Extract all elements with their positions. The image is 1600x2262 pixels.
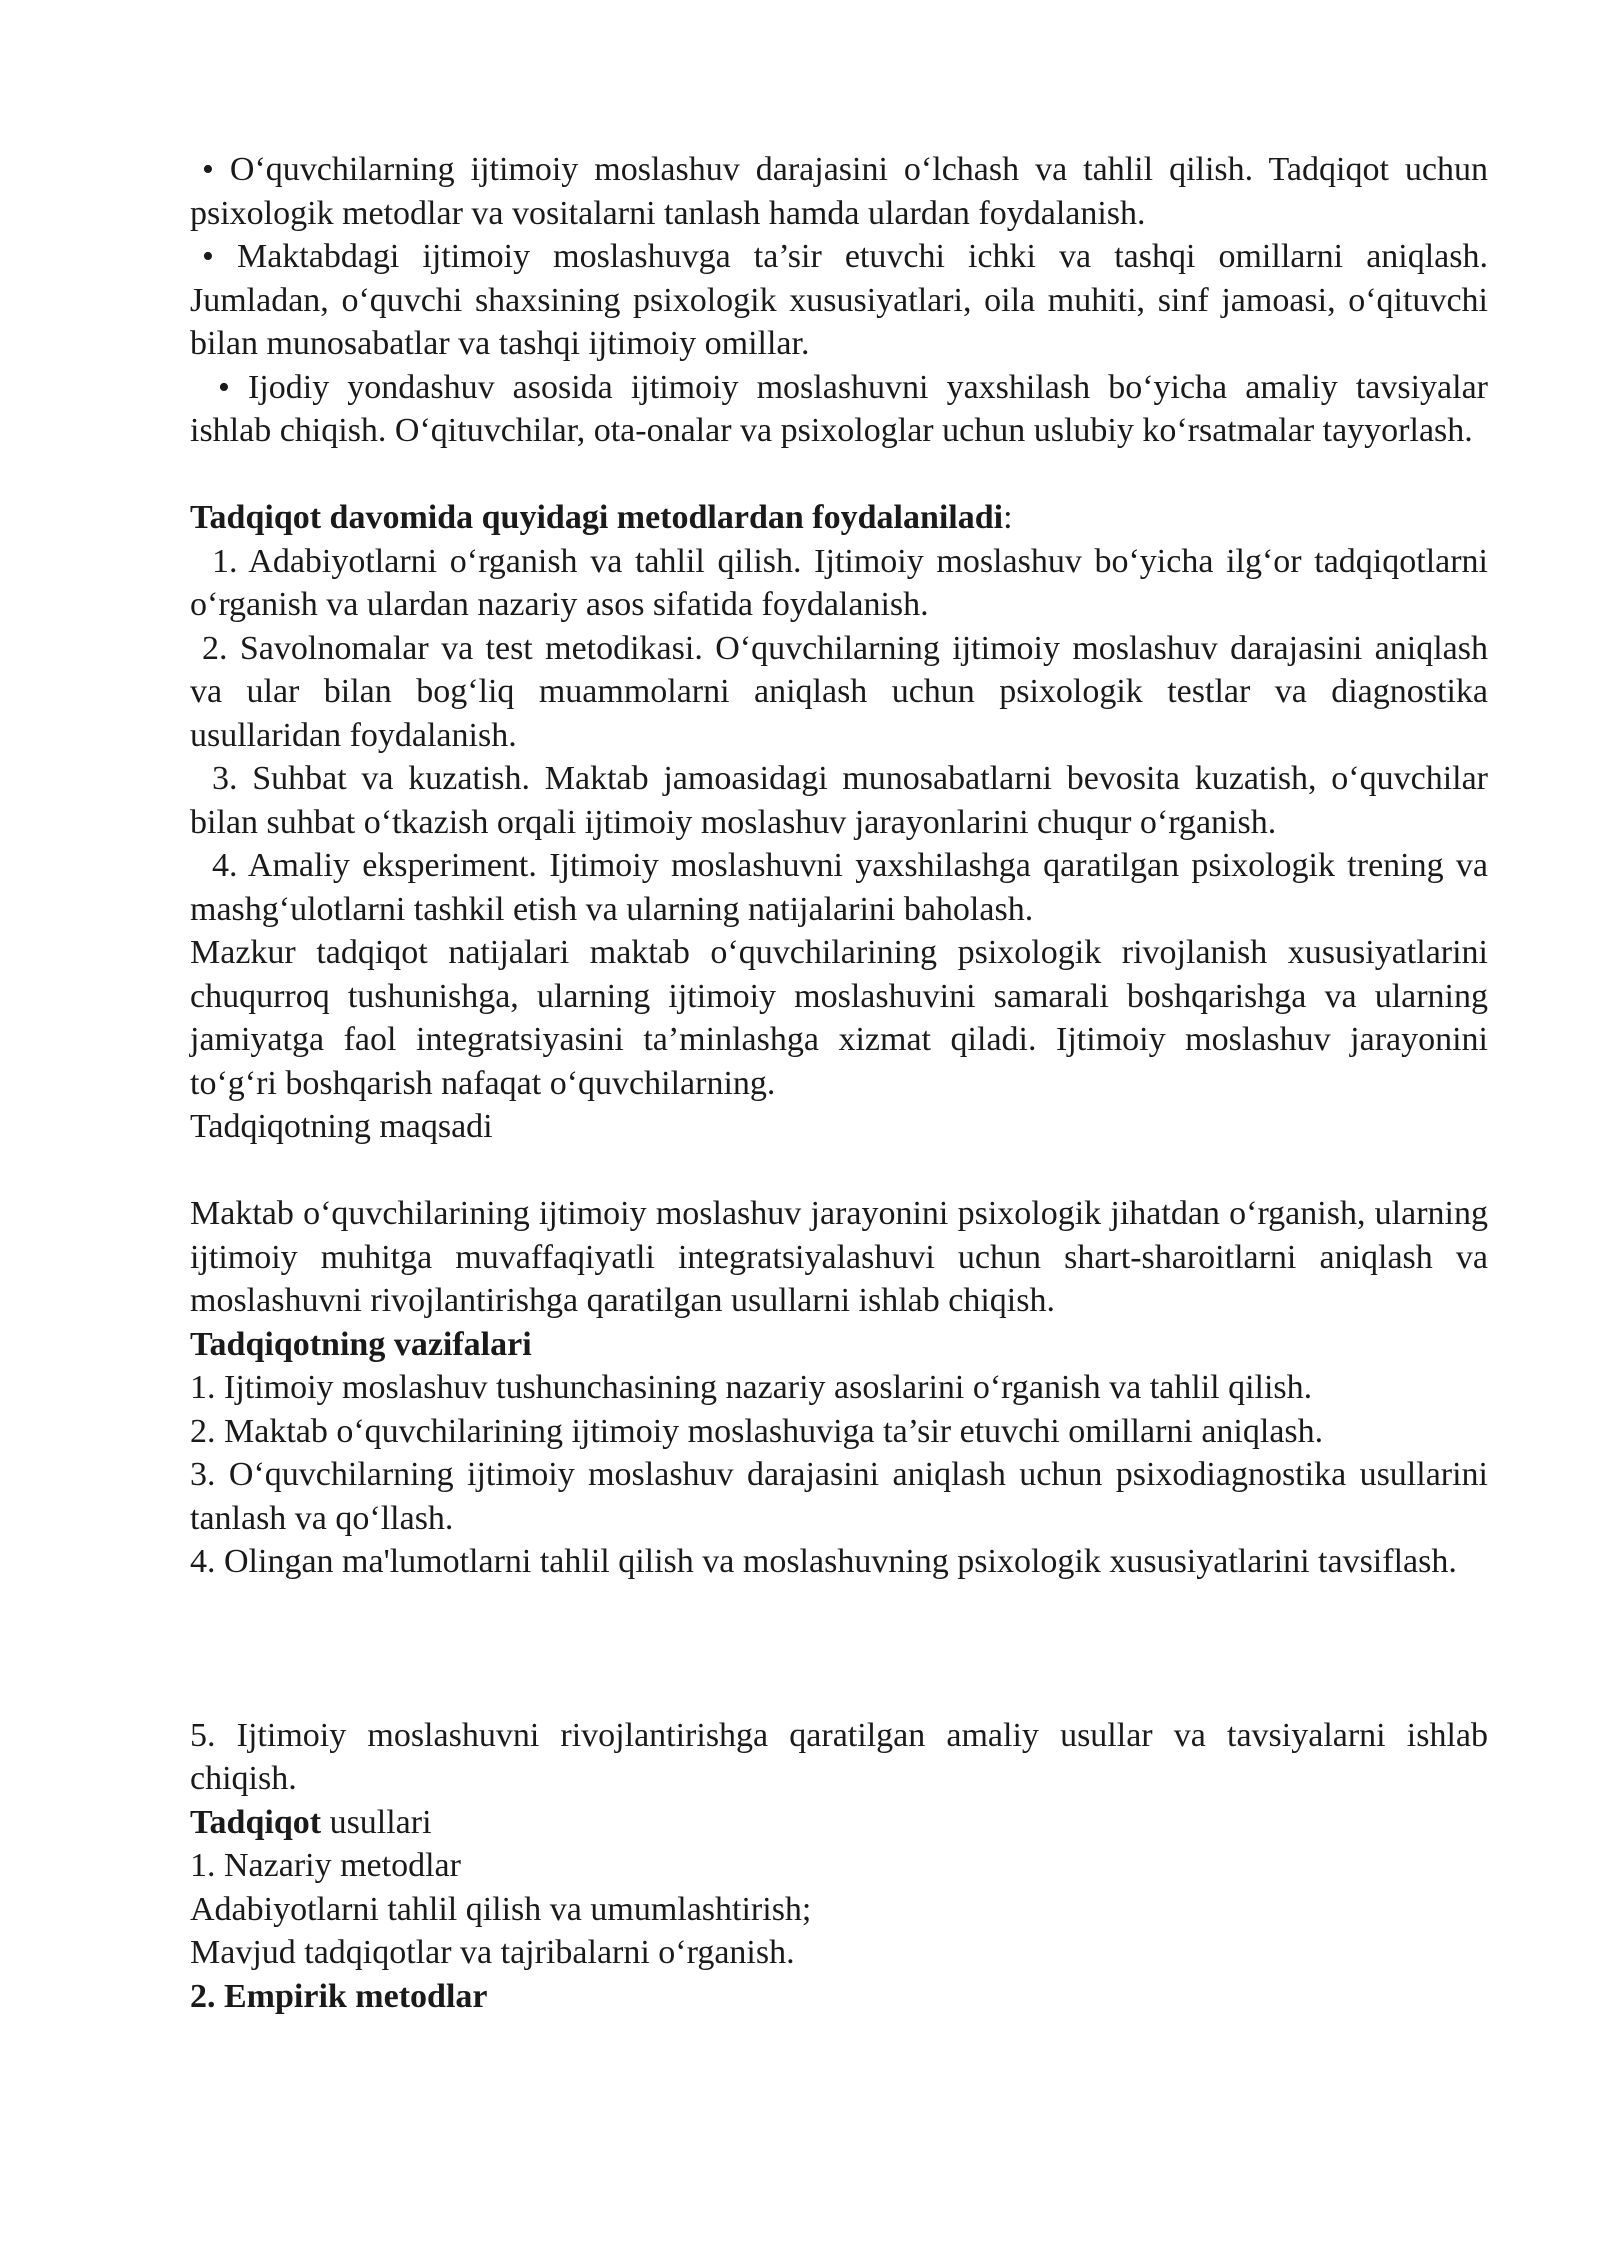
theory-item: Mavjud tadqiqotlar va tajribalarni o‘rganish. (190, 1934, 795, 1971)
tasks-item: 2. Maktab o‘quvchilarining ijtimoiy moslashuviga ta’sir etuvchi omillarni aniqlash. (190, 1412, 1324, 1450)
methods-heading-text: Tadqiqot davomida quyidagi metodlardan foydalaniladi (190, 499, 1004, 536)
goal-heading: Tadqiqotning maqsadi (190, 1108, 493, 1145)
spacer (190, 1584, 1488, 1714)
tasks-item: 1. Ijtimoiy moslashuv tushunchasining nazariy asoslarini o‘rganish va tahlil qilish. (190, 1369, 1313, 1406)
tasks-item: 4. Olingan ma'lumotlarni tahlil qilish va moslashuvning psixologik xususiyatlarini tavsiflash. (190, 1543, 1457, 1580)
bullet-paragraph: • O‘quvchilarning ijtimoiy moslashuv darajasini o‘lchash va tahlil qilish. Tadqiqot uchun psixologik metodlar va vositalarni tanlash hamda ulardan foydalanish. (190, 151, 1488, 232)
methods-heading (190, 496, 1488, 540)
methods-item: 2. Savolnomalar va test metodikasi. O‘quvchilarning ijtimoiy moslashuv darajasini aniqlash va ular bilan bog‘liq muammolarni aniqlash uchun psixologik testlar va diagnostika usullaridan foydalanish. (190, 629, 1488, 754)
usullar-heading-bold: Tadqiqot (190, 1803, 322, 1841)
document-page (190, 148, 1488, 2018)
usullar-heading-rest: usullari (321, 1803, 432, 1841)
tasks-item: 3. O‘quvchilarning ijtimoiy moslashuv darajasini aniqlash uchun psixodiagnostika usullarini tanlash va qo‘llash. (190, 1456, 1488, 1537)
goal-text: Maktab o‘quvchilarining ijtimoiy moslashuv jarayonini psixologik jihatdan o‘rganish, ularning ijtimoiy muhitga muvaffaqiyatli integratsiyalashuvi uchun shart-sharoitlarni aniqlash va moslashuvni rivojlantirishga qaratilgan usullarni ishlab chiqish. (190, 1195, 1488, 1319)
methods-item: 4. Amaliy eksperiment. Ijtimoiy moslashuvni yaxshilashga qaratilgan psixologik trening va mashg‘ulotlarni tashkil etish va ularning natijalarini baholash. (190, 847, 1488, 928)
methods-conclusion: Mazkur tadqiqot natijalari maktab o‘quvchilarining psixologik rivojlanish xususiyatlarini chuqurroq tushunishga, ularning ijtimoiy moslashuvini samarali boshqarishga va ularning jamiyatga faol integratsiyasini ta’minlashga xizmat qiladi. Ijtimoiy moslashuv jarayonini to‘g‘ri boshqarish nafaqat o‘quvchilarning. (190, 934, 1488, 1102)
methods-item: 3. Suhbat va kuzatish. Maktab jamoasidagi munosabatlarni bevosita kuzatish, o‘quvchilar bilan suhbat o‘tkazish orqali ijtimoiy moslashuv jarayonlarini chuqur o‘rganish. (190, 760, 1488, 841)
spacer (190, 453, 1488, 497)
tasks-heading: Tadqiqotning vazifalari (190, 1325, 532, 1363)
tasks-item: 5. Ijtimoiy moslashuvni rivojlantirishga qaratilgan amaliy usullar va tavsiyalarni ishlab chiqish. (190, 1716, 1488, 1797)
spacer (190, 1149, 1488, 1193)
theory-heading: 1. Nazariy metodlar (190, 1847, 461, 1884)
bullet-paragraph: • Ijodiy yondashuv asosida ijtimoiy moslashuvni yaxshilash bo‘yicha amaliy tavsiyalar ishlab chiqish. O‘qituvchilar, ota-onalar va psixologlar uchun uslubiy ko‘rsatmalar tayyorlash. (190, 368, 1488, 449)
methods-heading-colon: : (1003, 499, 1013, 536)
usullar-heading (190, 1801, 1488, 1845)
theory-item: Adabiyotlarni tahlil qilish va umumlashtirish; (190, 1890, 812, 1928)
bullet-paragraph: • Maktabdagi ijtimoiy moslashuvga ta’sir etuvchi ichki va tashqi omillarni aniqlash. Jumladan, o‘quvchi shaxsining psixologik xususiyatlari, oila muhiti, sinf jamoasi, o‘qituvchi bilan munosabatlar va tashqi ijtimoiy omillar. (190, 238, 1488, 362)
empirical-heading: 2. Empirik metodlar (190, 1977, 488, 2015)
methods-item: 1. Adabiyotlarni o‘rganish va tahlil qilish. Ijtimoiy moslashuv bo‘yicha ilg‘or tadqiqotlarni o‘rganish va ulardan nazariy asos sifatida foydalanish. (190, 542, 1488, 623)
